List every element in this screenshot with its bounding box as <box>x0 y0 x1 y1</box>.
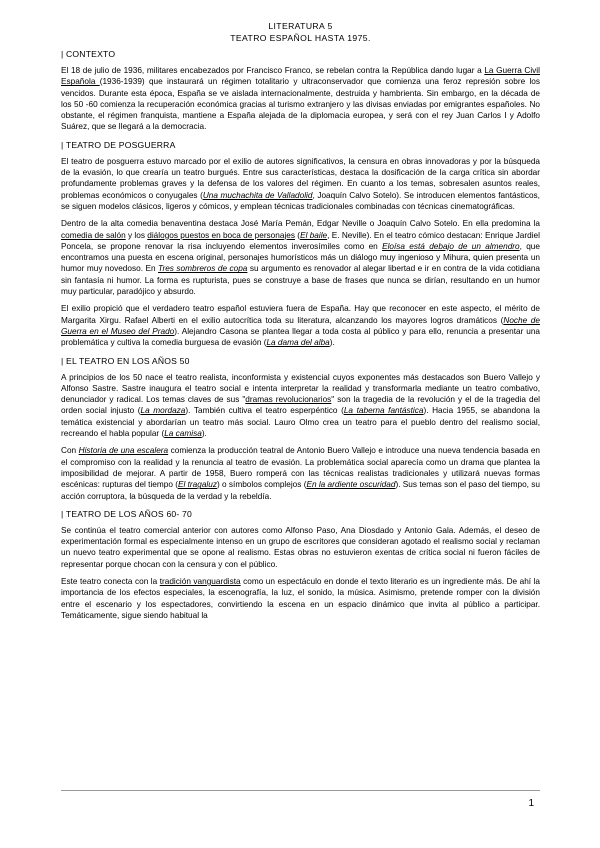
text-run: El 18 de julio de 1936, militares encabezados por Francisco Franco, se rebelan contra la República dando lugar a <box>61 66 485 75</box>
course-title: LITERATURA 5 <box>268 21 333 31</box>
text-run: Este teatro conecta con la <box>61 576 160 586</box>
work-reference: La Guerra Civil Española <box>61 66 540 87</box>
paragraph <box>61 576 540 621</box>
text-run: (1936-1939) que instaurará un régimen totalitario y ultraconservador que comienza una feroz represión sobre los vencidos. Durante esta época, España se ve aislada internacionalmente, destruida y hambrienta. Sin embargo, en la década de los 50 -60 comienza la recuperación económica gracias al turismo extranjero y las divisas enviadas por emigrantes españoles. No obstante, el régimen franquista, mantiene a España alejada de la diplomacia europea, y será con el rey Juan Carlos I y Adolfo Suárez, que se llegará a la democracia. <box>61 77 540 132</box>
text-run: " son la tragedia de la revolución y el de la tragedia del orden social injusto ( <box>61 395 540 416</box>
document-title <box>61 20 540 44</box>
section-heading: | CONTEXTO <box>61 49 116 59</box>
work-reference: Historia de una escalera <box>78 446 169 456</box>
footer-divider <box>61 790 540 791</box>
text-run: , E. Neville). En el teatro cómico destacan: Enrique Jardiel Poncela, se propone renovar la risa incluyendo elementos inverosímiles como en <box>61 230 540 251</box>
text-run: Dentro de la alta comedia benaventina destaca José María Pemán, Edgar Neville o Joaquín Calvo Sotelo. En ella predomina la <box>61 219 540 229</box>
text-run: y los <box>125 230 148 240</box>
work-reference: El baile <box>300 230 328 240</box>
topic-title: TEATRO ESPAÑOL HASTA 1975. <box>230 33 371 43</box>
text-run: ). También cultiva el teatro esperpéntico ( <box>185 406 344 416</box>
text-run: ) o símbolos complejos ( <box>216 480 307 490</box>
text-run: Se continúa el teatro comercial anterior con autores como Alfonso Paso, Ana Diosdado y Antonio Gala. Además, el deseo de experimentación formal es especialmente intenso en un grupo de escritores que consideran agotado el realismo social y reclaman un nuevo teatro experimental que se opone al realismo. Estas obras no estuvieron exentas de crítica social ni fueron fáciles de representar porque chocan con la censura y con el público. <box>61 525 540 569</box>
work-reference: Una muchachita de Valladolid <box>202 190 313 200</box>
paragraph <box>61 445 540 501</box>
text-run: ). Hacia 1955, se abandona la temática existencial y abordarían un teatro más social. Lauro Olmo crea un teatro para el pueblo dentro del realismo social, recreando el habla popular ( <box>61 406 541 439</box>
text-run: Con <box>61 446 79 456</box>
text-run: su argumento es renovador al alegar libertad e ir en contra de la vida cotidiana sin fantasía ni humor. La forma es rupturista, pues se construye a base de frases que nunca se dirían, resultando en un humor muy particular, paradójico y absurdo. <box>61 264 540 297</box>
text-run: ). <box>201 429 207 439</box>
section-heading: | TEATRO DE LOS AÑOS 60- 70 <box>61 508 193 519</box>
work-reference: La mordaza <box>140 406 186 416</box>
work-reference: dramas revolucionarios <box>245 395 332 405</box>
work-reference: Tres sombreros de copa <box>158 264 248 274</box>
text-run: como un espectáculo en donde el texto literario es un ingrediente más. De ahí la importancia de los efectos especiales, la escenografía, la luz, el sonido, la música. Asimismo, pretende romper con la división entre el escenario y los espectadores, convirtiendo la escena en un espacio dinámico que invita al público a participar. Temáticamente, sigue siendo habitual la <box>61 576 540 620</box>
paragraph <box>61 156 540 212</box>
work-reference: El tragaluz <box>177 480 217 490</box>
text-run: ). <box>329 338 335 348</box>
work-reference: comedia de salón <box>61 230 126 240</box>
paragraph <box>61 218 540 297</box>
section-heading: | TEATRO DE POSGUERRA <box>61 139 176 150</box>
text-run: El teatro de posguerra estuvo marcado por el exilio de autores significativos, la censura en obras innovadoras y por la búsqueda de la evasión, lo que crearía un teatro burgués. Entre sus características, destaca la dosificación de la carga crítica sin abordar profundamente problemas graves y la defensa de los valores del régimen. En cuanto a los temas, sobresalen asuntos reales, problemas económicos o conyugales ( <box>61 156 540 200</box>
work-reference: En la ardiente oscuridad <box>306 480 396 490</box>
text-run: ). Sus temas son el paso del tiempo, su acción corruptora, la búsqueda de la verdad y la rebeldía. <box>61 480 540 501</box>
work-reference: tradición vanguardista <box>159 576 241 586</box>
text-run: ). Alejandro Casona se plantea llegar a toda costa al público y para ello, renuncia a presentar una problemática y cultiva la comedia burguesa de evasión ( <box>61 326 540 348</box>
paragraph <box>61 525 540 570</box>
text-run: , Joaquín Calvo Sotelo). Se introducen elementos fantásticos, se siguen modelos clásicos, ligeros y cómicos, y emplean técnicas tradicionales combinadas con técnicas cinematográficas. <box>61 190 540 211</box>
work-reference: La dama del alba <box>266 338 330 348</box>
text-run: , que encontramos una puesta en escena original, personajes humorísticos más un diálogo muy ingenioso y Mihura, quien presenta un humor muy novedoso. En <box>61 241 540 274</box>
paragraph <box>61 303 540 348</box>
text-run: A principios de los 50 nace el teatro realista, inconformista y existencial cuyos exponentes más destacados son Buero Vallejo y Alfonso Sastre. Sastre inaugura el teatro social e intenta interpretar la realidad y transformarla mediante un teatro combativo, denunciador y radical. Los temas claves de sus " <box>61 372 540 405</box>
work-reference: Noche de Guerra en el Museo del Prado <box>61 315 540 336</box>
work-reference: La camisa <box>164 429 202 439</box>
paragraph <box>61 65 540 133</box>
page-number: 1 <box>528 798 534 809</box>
work-reference: La taberna fantástica <box>343 406 424 416</box>
document-body <box>61 48 540 621</box>
text-run: El exilio propició que el verdadero teatro español estuviera fuera de España. Hay que reconocer en este aspecto, el mérito de Margarita Xirgu. Rafael Alberti en el exilio autocrítica toda su literatura, alcanzando los mayores logros dramáticos ( <box>61 304 540 325</box>
section-heading: | EL TEATRO EN LOS AÑOS 50 <box>61 355 190 366</box>
paragraph <box>61 372 540 440</box>
text-run: comienza la producción teatral de Antonio Buero Vallejo e introduce una nueva tendencia basada en el compromiso con la realidad y la renuncia al teatro de evasión. La problemática social aparecía como un drama que plantea la imposibilidad de mejorar. A partir de 1958, Buero romperá con las técnicas realistas tradicionales y utilizará nuevas formas escénicas: rupturas del tiempo ( <box>61 446 540 490</box>
work-reference: diálogos puestos en boca de personajes <box>147 230 295 240</box>
work-reference: Eloísa está debajo de un almendro <box>382 241 520 251</box>
text-run: ( <box>295 230 301 240</box>
